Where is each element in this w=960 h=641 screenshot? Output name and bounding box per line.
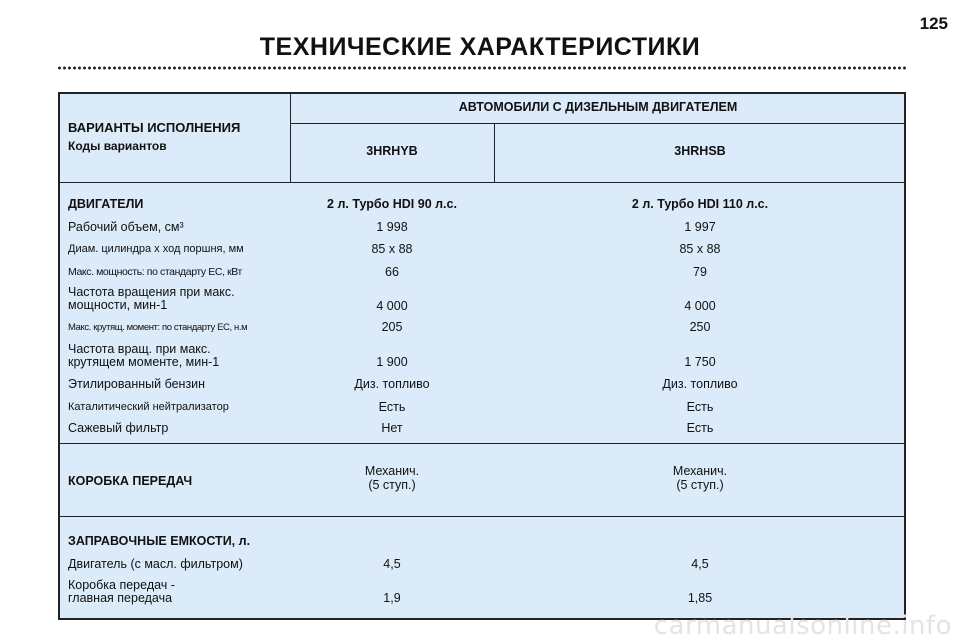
engine-section-label: ДВИГАТЕЛИ (68, 197, 144, 211)
row-label-engine-oil: Двигатель (с масл. фильтром) (68, 557, 243, 571)
engine-col2: 2 л. Турбо HDI 110 л.с. (631, 197, 769, 211)
row-label-max-power: Макс. мощность: по стандарту ЕС, кВт (68, 266, 242, 278)
row-label-gearbox-2: главная передача (68, 591, 173, 605)
column-header-1: 3HRHYB (366, 144, 418, 158)
row-value: 4 000 (684, 299, 716, 313)
row-value: Диз. топливо (662, 377, 738, 391)
gearbox-section-label: КОРОБКА ПЕРЕДАЧ (68, 474, 193, 488)
gearbox-value-2b: (5 ступ.) (676, 478, 724, 492)
row-label-rpm-power-2: мощности, мин-1 (68, 298, 168, 312)
row-value: 1 998 (376, 220, 408, 234)
row-value: 1 750 (684, 355, 716, 369)
row-label-max-torque: Макс. крутящ. момент: по стандарту ЕС, н.м (68, 322, 248, 333)
group-label: АВТОМОБИЛИ С ДИЗЕЛЬНЫМ ДВИГАТЕЛЕМ (458, 100, 738, 114)
page-number: 125 (919, 14, 948, 33)
dotted-divider (57, 66, 907, 70)
watermark: carmanualsonline.info (653, 611, 952, 641)
row-value: 1,9 (383, 591, 401, 605)
divider-header-left (290, 94, 291, 182)
column-header-2: 3HRHSB (674, 144, 726, 158)
row-value: 1 997 (684, 220, 716, 234)
row-value: Есть (686, 400, 714, 414)
row-label-displacement: Рабочий объем, см³ (68, 220, 184, 234)
row-value: 4,5 (691, 557, 709, 571)
specs-table (58, 92, 906, 620)
row-label-rpm-power-1: Частота вращения при макс. (68, 285, 235, 299)
page-title: ТЕХНИЧЕСКИЕ ХАРАКТЕРИСТИКИ (259, 33, 701, 61)
row-value: Нет (381, 421, 403, 435)
row-value: 4 000 (376, 299, 408, 313)
variants-label: ВАРИАНТЫ ИСПОЛНЕНИЯ (68, 120, 241, 135)
divider-engine-bottom (60, 443, 906, 444)
row-label-particle-filter: Сажевый фильтр (68, 421, 169, 435)
gearbox-value-1b: (5 ступ.) (368, 478, 416, 492)
row-label-catalyst: Каталитический нейтрализатор (68, 401, 229, 413)
gearbox-value-1a: Механич. (364, 464, 420, 478)
row-value: 1 900 (376, 355, 408, 369)
capacities-section-label: ЗАПРАВОЧНЫЕ ЕМКОСТИ, л. (68, 534, 251, 548)
codes-label: Коды вариантов (68, 139, 167, 153)
row-value: Есть (686, 421, 714, 435)
row-label-gearbox-1: Коробка передач - (68, 578, 175, 592)
row-value: 66 (385, 265, 399, 279)
divider-group (290, 123, 906, 124)
row-value: 250 (689, 320, 711, 334)
engine-col1: 2 л. Турбо HDI 90 л.с. (327, 197, 457, 211)
row-value: 205 (381, 320, 403, 334)
row-value: 1,85 (687, 591, 713, 605)
row-value: Диз. топливо (354, 377, 430, 391)
divider-header-mid (494, 123, 495, 182)
row-label-bore-stroke: Диам. цилиндра х ход поршня, мм (68, 243, 244, 255)
row-label-rpm-torque-2: крутящем моменте, мин-1 (68, 355, 220, 369)
row-value: 4,5 (383, 557, 401, 571)
gearbox-value-2a: Механич. (672, 464, 728, 478)
row-value: 85 x 88 (371, 242, 413, 256)
row-label-fuel: Этилированный бензин (68, 377, 206, 391)
row-label-rpm-torque-1: Частота вращ. при макс. (68, 342, 211, 356)
divider-gearbox-bottom (60, 516, 906, 517)
row-value: 79 (693, 265, 707, 279)
divider-header-bottom (60, 182, 906, 183)
row-value: 85 x 88 (679, 242, 721, 256)
row-value: Есть (378, 400, 406, 414)
